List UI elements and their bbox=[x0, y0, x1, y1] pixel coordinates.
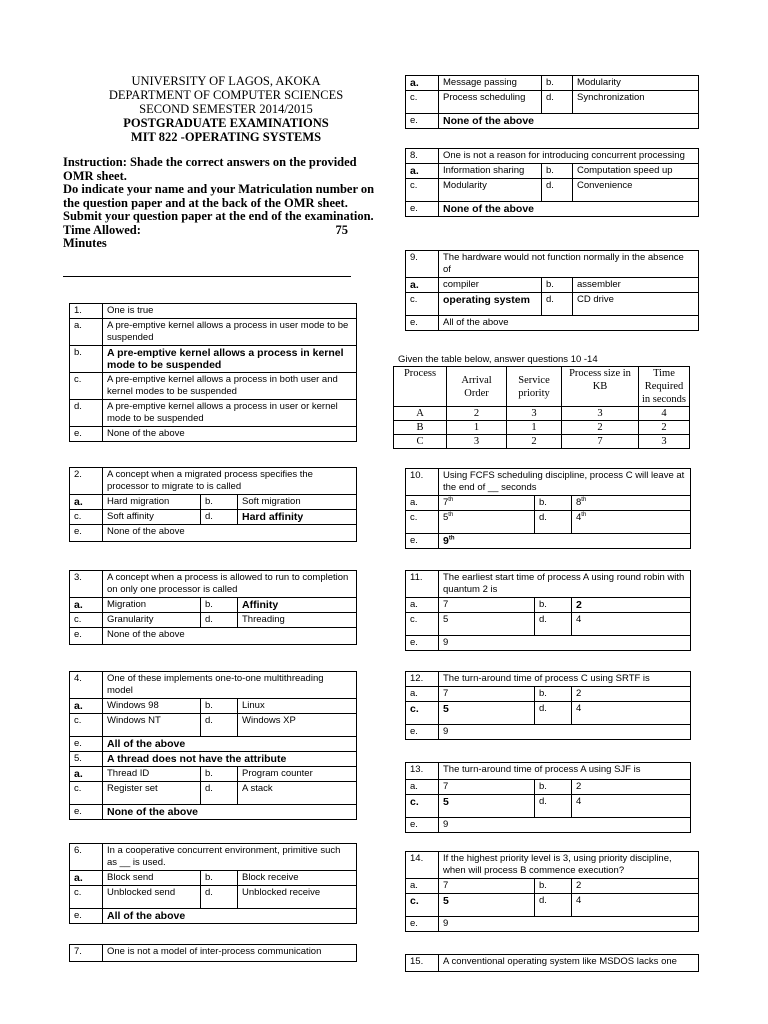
option-b: Computation speed up bbox=[573, 164, 699, 179]
option-letter: b. bbox=[201, 767, 238, 782]
option-letter: a. bbox=[406, 780, 439, 795]
cell: A bbox=[394, 407, 447, 421]
option-letter: c. bbox=[70, 782, 103, 805]
option-letter: c. bbox=[70, 373, 103, 400]
col-header: Process size in KB bbox=[562, 367, 639, 407]
option-letter: b. bbox=[542, 278, 573, 293]
question-4-5 bbox=[69, 671, 357, 820]
table-header-row bbox=[394, 367, 690, 407]
question-text: A conventional operating system like MSDOS lacks one bbox=[439, 955, 699, 972]
option-e: 9 bbox=[439, 636, 691, 651]
option-letter: e. bbox=[406, 114, 439, 129]
question-text: A concept when a process is allowed to run to completion on only one processor is called bbox=[103, 571, 357, 598]
question-7-options bbox=[405, 75, 699, 129]
option-c: 5 bbox=[439, 613, 535, 636]
instruction-details: Do indicate your name and your Matriculation number on the question paper and at the back of the OMR sheet. Submit your question paper at the end of the examination. bbox=[63, 182, 375, 223]
question-number: 10. bbox=[406, 469, 439, 496]
cell: 3 bbox=[639, 435, 690, 449]
option-e: 9 bbox=[439, 818, 691, 833]
question-text: If the highest priority level is 3, using priority discipline, when will process B commence execution? bbox=[439, 852, 699, 879]
question-number: 7. bbox=[70, 945, 103, 962]
option-c: A pre-emptive kernel allows a process in both user and kernel modes to be suspended bbox=[103, 373, 357, 400]
option-b: Program counter bbox=[238, 767, 357, 782]
option-letter: b. bbox=[201, 871, 238, 886]
option-letter: c. bbox=[406, 293, 439, 316]
option-e: None of the above bbox=[439, 202, 699, 217]
option-letter: b. bbox=[542, 76, 573, 91]
option-letter: e. bbox=[406, 316, 439, 331]
option-letter: c. bbox=[406, 179, 439, 202]
option-a: Hard migration bbox=[103, 495, 201, 510]
option-d: 4 bbox=[572, 702, 691, 725]
option-letter: e. bbox=[406, 725, 439, 740]
option-letter: d. bbox=[201, 782, 238, 805]
question-1 bbox=[69, 303, 357, 442]
exam-header bbox=[62, 74, 390, 144]
option-d: Convenience bbox=[573, 179, 699, 202]
option-b: Affinity bbox=[238, 598, 357, 613]
question-number: 12. bbox=[406, 672, 439, 687]
option-a: 7th bbox=[439, 496, 535, 511]
option-letter: a. bbox=[406, 598, 439, 613]
option-letter: a. bbox=[406, 278, 439, 293]
question-text: One is not a reason for introducing concurrent processing bbox=[439, 149, 699, 164]
option-a: Thread ID bbox=[103, 767, 201, 782]
question-number: 6. bbox=[70, 844, 103, 871]
question-number: 2. bbox=[70, 468, 103, 495]
option-b: 2 bbox=[572, 598, 691, 613]
option-c: Unblocked send bbox=[103, 886, 201, 909]
cell: 1 bbox=[507, 421, 562, 435]
option-d: A stack bbox=[238, 782, 357, 805]
option-e: All of the above bbox=[103, 909, 357, 924]
option-letter: e. bbox=[70, 628, 103, 645]
process-table bbox=[393, 366, 690, 449]
question-text: A concept when a migrated process specifies the processor to migrate to is called bbox=[103, 468, 357, 495]
option-a: 7 bbox=[439, 879, 535, 894]
table-row bbox=[394, 435, 690, 449]
question-number: 14. bbox=[406, 852, 439, 879]
question-2 bbox=[69, 467, 357, 542]
option-e: 9th bbox=[439, 534, 691, 549]
question-12 bbox=[405, 671, 691, 740]
option-a: Windows 98 bbox=[103, 699, 201, 714]
question-9 bbox=[405, 250, 699, 331]
option-b: A pre-emptive kernel allows a process in kernel mode to be suspended bbox=[103, 346, 357, 373]
option-letter: a. bbox=[406, 76, 439, 91]
option-letter: b. bbox=[535, 496, 572, 511]
option-letter: b. bbox=[201, 495, 238, 510]
option-c: Process scheduling bbox=[439, 91, 542, 114]
option-c: Granularity bbox=[103, 613, 201, 628]
col-header: Process bbox=[394, 367, 447, 407]
question-number: 15. bbox=[406, 955, 439, 972]
option-letter: b. bbox=[70, 346, 103, 373]
department-name: DEPARTMENT OF COMPUTER SCIENCES bbox=[108, 88, 344, 102]
cell: 2 bbox=[562, 421, 639, 435]
option-letter: c. bbox=[406, 795, 439, 818]
option-c: Soft affinity bbox=[103, 510, 201, 525]
option-letter: a. bbox=[70, 319, 103, 346]
option-letter: a. bbox=[406, 496, 439, 511]
course-title: MIT 822 -OPERATING SYSTEMS bbox=[130, 130, 322, 144]
cell: 3 bbox=[447, 435, 507, 449]
option-letter: c. bbox=[406, 894, 439, 917]
time-label: Time Allowed: bbox=[63, 222, 141, 237]
option-a: A pre-emptive kernel allows a process in user mode to be suspended bbox=[103, 319, 357, 346]
question-text: A thread does not have the attribute bbox=[103, 752, 357, 767]
question-14 bbox=[405, 851, 699, 932]
question-3 bbox=[69, 570, 357, 645]
question-10 bbox=[405, 468, 691, 549]
option-e: 9 bbox=[439, 725, 691, 740]
option-e: None of the above bbox=[103, 525, 357, 542]
option-letter: c. bbox=[406, 613, 439, 636]
option-letter: e. bbox=[70, 427, 103, 442]
cell: 2 bbox=[447, 407, 507, 421]
question-number: 4. bbox=[70, 672, 103, 699]
option-letter: d. bbox=[201, 510, 238, 525]
option-b: 8th bbox=[572, 496, 691, 511]
option-d: Hard affinity bbox=[238, 510, 357, 525]
option-letter: b. bbox=[535, 780, 572, 795]
option-d: A pre-emptive kernel allows a process in user or kernel mode to be suspended bbox=[103, 400, 357, 427]
cell: B bbox=[394, 421, 447, 435]
option-letter: d. bbox=[535, 894, 572, 917]
question-7-stem bbox=[69, 944, 357, 962]
option-letter: e. bbox=[406, 202, 439, 217]
table-row bbox=[394, 421, 690, 435]
question-number: 13. bbox=[406, 763, 439, 780]
question-number: 9. bbox=[406, 251, 439, 278]
option-a: 7 bbox=[439, 687, 535, 702]
cell: 3 bbox=[507, 407, 562, 421]
question-text: In a cooperative concurrent environment, primitive such as __ is used. bbox=[103, 844, 357, 871]
option-letter: c. bbox=[70, 613, 103, 628]
option-c: Register set bbox=[103, 782, 201, 805]
cell: 2 bbox=[639, 421, 690, 435]
option-e: All of the above bbox=[439, 316, 699, 331]
option-letter: c. bbox=[70, 510, 103, 525]
university-name: UNIVERSITY OF LAGOS, AKOKA bbox=[131, 74, 321, 88]
option-letter: d. bbox=[535, 702, 572, 725]
option-letter: c. bbox=[406, 511, 439, 534]
option-letter: e. bbox=[70, 525, 103, 542]
instructions bbox=[63, 156, 388, 251]
question-number: 1. bbox=[70, 304, 103, 319]
question-number: 3. bbox=[70, 571, 103, 598]
cell: 7 bbox=[562, 435, 639, 449]
option-e: All of the above bbox=[103, 737, 357, 752]
option-letter: a. bbox=[70, 598, 103, 613]
option-letter: a. bbox=[70, 871, 103, 886]
option-a: 7 bbox=[439, 780, 535, 795]
option-letter: a. bbox=[406, 687, 439, 702]
option-letter: d. bbox=[535, 511, 572, 534]
question-text: The turn-around time of process A using SJF is bbox=[439, 763, 691, 780]
col-header: Arrival Order bbox=[447, 367, 507, 407]
col-header: Time Required in seconds bbox=[639, 367, 690, 407]
option-b: assembler bbox=[573, 278, 699, 293]
option-b: Soft migration bbox=[238, 495, 357, 510]
option-letter: b. bbox=[535, 687, 572, 702]
option-d: 4 bbox=[572, 894, 699, 917]
time-value: 75 bbox=[335, 222, 348, 237]
cell: 2 bbox=[507, 435, 562, 449]
table-caption: Given the table below, answer questions 10 -14 bbox=[398, 354, 598, 365]
col-header: Service priority bbox=[507, 367, 562, 407]
question-15 bbox=[405, 954, 699, 972]
option-letter: e. bbox=[406, 636, 439, 651]
option-a: Block send bbox=[103, 871, 201, 886]
option-a: compiler bbox=[439, 278, 542, 293]
option-c: Modularity bbox=[439, 179, 542, 202]
question-text: One is not a model of inter-process communication bbox=[103, 945, 357, 962]
option-letter: d. bbox=[535, 613, 572, 636]
cell: 4 bbox=[639, 407, 690, 421]
option-letter: b. bbox=[201, 699, 238, 714]
option-e: None of the above bbox=[103, 805, 357, 820]
option-letter: c. bbox=[406, 702, 439, 725]
option-b: 2 bbox=[572, 879, 699, 894]
option-letter: d. bbox=[201, 613, 238, 628]
option-letter: d. bbox=[542, 179, 573, 202]
option-letter: b. bbox=[535, 598, 572, 613]
option-e: None of the above bbox=[439, 114, 699, 129]
option-letter: e. bbox=[406, 534, 439, 549]
question-text: One of these implements one-to-one multithreading model bbox=[103, 672, 357, 699]
header-divider bbox=[63, 276, 351, 277]
option-letter: b. bbox=[542, 164, 573, 179]
option-letter: d. bbox=[201, 714, 238, 737]
question-text: One is true bbox=[103, 304, 357, 319]
option-c: 5 bbox=[439, 894, 535, 917]
option-b: Block receive bbox=[238, 871, 357, 886]
cell: 3 bbox=[562, 407, 639, 421]
option-letter: d. bbox=[535, 795, 572, 818]
cell: 1 bbox=[447, 421, 507, 435]
option-letter: a. bbox=[406, 879, 439, 894]
option-d: Unblocked receive bbox=[238, 886, 357, 909]
question-number: 11. bbox=[406, 571, 439, 598]
option-c: 5 bbox=[439, 795, 535, 818]
option-c: operating system bbox=[439, 293, 542, 316]
option-letter: e. bbox=[70, 737, 103, 752]
option-c: 5th bbox=[439, 511, 535, 534]
question-text: The earliest start time of process A using round robin with quantum 2 is bbox=[439, 571, 691, 598]
option-letter: b. bbox=[535, 879, 572, 894]
option-e: None of the above bbox=[103, 628, 357, 645]
option-letter: e. bbox=[406, 818, 439, 833]
cell: C bbox=[394, 435, 447, 449]
option-d: 4 bbox=[572, 795, 691, 818]
option-d: Threading bbox=[238, 613, 357, 628]
option-letter: d. bbox=[542, 293, 573, 316]
option-b: 2 bbox=[572, 687, 691, 702]
option-d: Synchronization bbox=[573, 91, 699, 114]
option-letter: c. bbox=[70, 886, 103, 909]
question-11 bbox=[405, 570, 691, 651]
instruction-shade: Instruction: Shade the correct answers on the provided OMR sheet. bbox=[63, 155, 357, 183]
option-letter: a. bbox=[70, 699, 103, 714]
option-e: None of the above bbox=[103, 427, 357, 442]
option-a: Message passing bbox=[439, 76, 542, 91]
semester: SECOND SEMESTER 2014/2015 bbox=[139, 102, 313, 116]
option-c: 5 bbox=[439, 702, 535, 725]
option-b: Linux bbox=[238, 699, 357, 714]
option-letter: a. bbox=[70, 495, 103, 510]
option-letter: a. bbox=[70, 767, 103, 782]
option-d: 4th bbox=[572, 511, 691, 534]
time-allowed bbox=[63, 224, 388, 238]
option-d: 4 bbox=[572, 613, 691, 636]
option-a: 7 bbox=[439, 598, 535, 613]
time-unit: Minutes bbox=[63, 236, 107, 250]
option-letter: c. bbox=[406, 91, 439, 114]
question-number: 8. bbox=[406, 149, 439, 164]
question-text: The turn-around time of process C using SRTF is bbox=[439, 672, 691, 687]
option-b: 2 bbox=[572, 780, 691, 795]
question-text: Using FCFS scheduling discipline, process C will leave at the end of __ seconds bbox=[439, 469, 691, 496]
option-letter: e. bbox=[70, 909, 103, 924]
question-number: 5. bbox=[70, 752, 103, 767]
option-d: CD drive bbox=[573, 293, 699, 316]
option-d: Windows XP bbox=[238, 714, 357, 737]
question-13 bbox=[405, 762, 691, 833]
option-letter: d. bbox=[70, 400, 103, 427]
question-6 bbox=[69, 843, 357, 924]
option-c: Windows NT bbox=[103, 714, 201, 737]
question-8 bbox=[405, 148, 699, 217]
exam-type: POSTGRADUATE EXAMINATIONS bbox=[123, 116, 329, 130]
option-letter: c. bbox=[70, 714, 103, 737]
table-row bbox=[394, 407, 690, 421]
option-b: Modularity bbox=[573, 76, 699, 91]
option-letter: e. bbox=[406, 917, 439, 932]
option-letter: e. bbox=[70, 805, 103, 820]
option-letter: d. bbox=[542, 91, 573, 114]
question-text: The hardware would not function normally in the absence of bbox=[439, 251, 699, 278]
option-letter: d. bbox=[201, 886, 238, 909]
option-letter: a. bbox=[406, 164, 439, 179]
option-letter: b. bbox=[201, 598, 238, 613]
option-e: 9 bbox=[439, 917, 699, 932]
option-a: Information sharing bbox=[439, 164, 542, 179]
option-a: Migration bbox=[103, 598, 201, 613]
